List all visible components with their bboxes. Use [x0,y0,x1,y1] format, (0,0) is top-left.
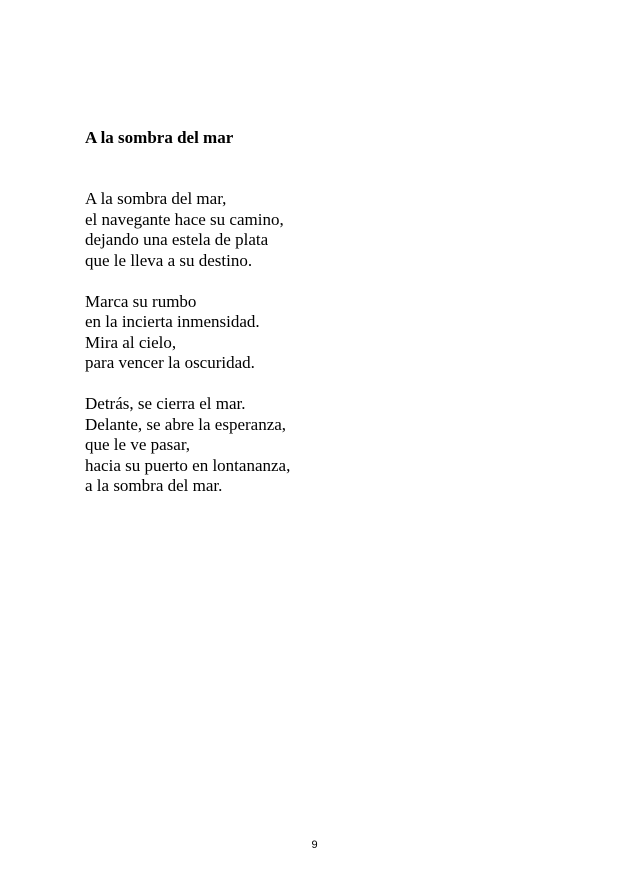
poem-line: Delante, se abre la esperanza, [85,414,287,434]
poem-line: A la sombra del mar, [85,189,227,208]
poem-title: A la sombra del mar [85,128,234,147]
poem-line: dejando una estela de plata [85,230,269,249]
stanza-3 [85,394,505,497]
poem-line: que le lleva a su destino. [85,250,253,270]
poem-line: Detrás, se cierra el mar. [85,394,246,413]
poem-line: Mira al cielo, [85,332,177,352]
poem-body [85,189,505,517]
stanza-1 [85,189,505,271]
poem-line: Marca su rumbo [85,291,197,311]
poem-line: que le ve pasar, [85,435,191,454]
poem-line: hacia su puerto en lontananza, [85,455,291,475]
poem-line: el navegante hace su camino, [85,209,284,229]
poem-line: en la incierta inmensidad. [85,312,260,331]
page-number: 9 [311,839,318,851]
poem-line: para vencer la oscuridad. [85,353,255,372]
stanza-2 [85,292,505,374]
poem-line: a la sombra del mar. [85,476,223,495]
